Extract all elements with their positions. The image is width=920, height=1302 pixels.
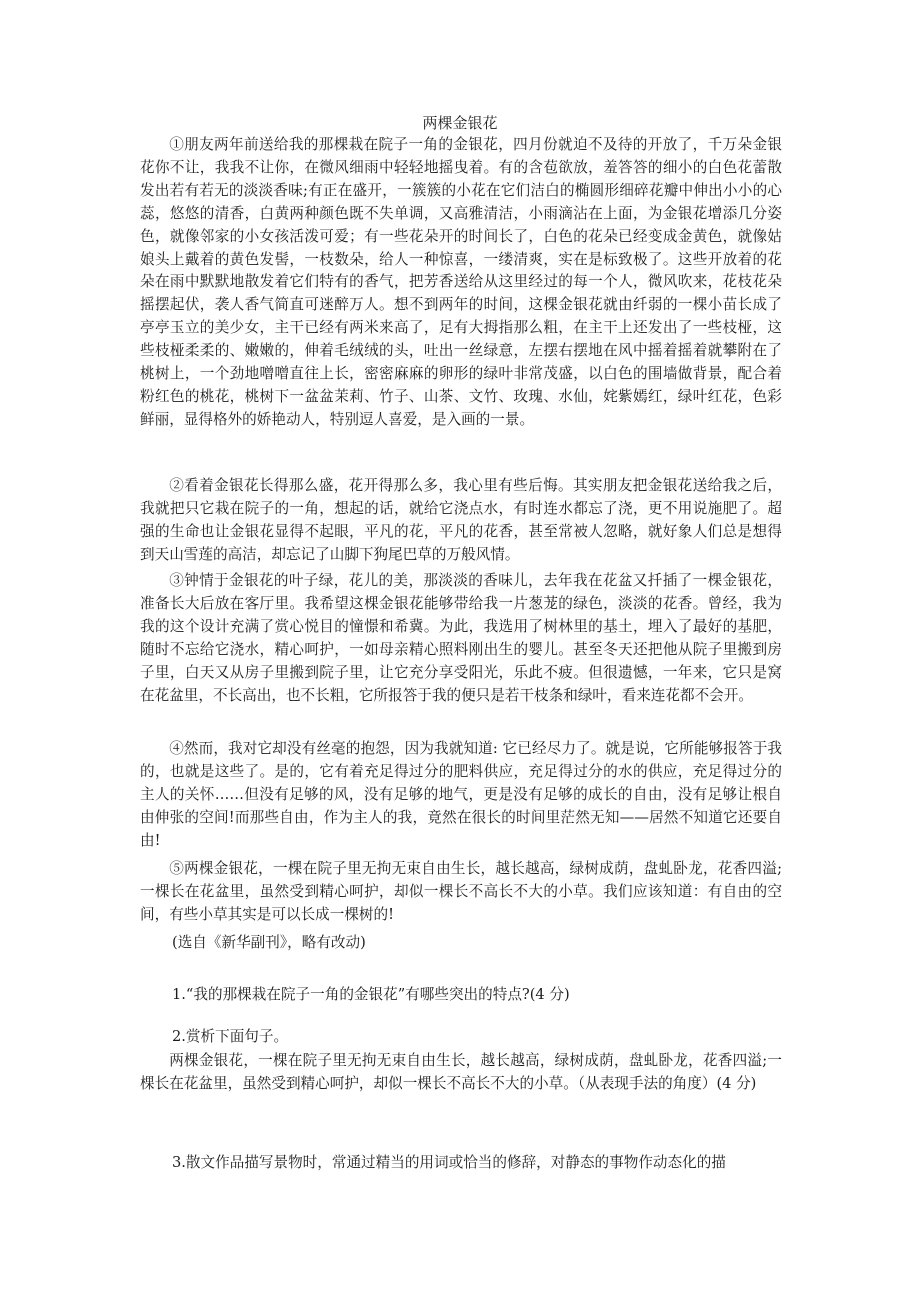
question-3: 3.散文作品描写景物时，常通过精当的用词或恰当的修辞，对静态的事物作动态化的描 [172, 1154, 726, 1171]
paragraph-5: ⑤两棵金银花，一棵在院子里无拘无束自由生长，越长越高，绿树成荫，盘虬卧龙，花香四溢;一棵长在花盆里，虽然受到精心呵护，却似一棵长不高长不大的小草。我们应该知道：有自由的空间，有些小草其实是可以长成一棵树的! [140, 860, 782, 923]
paragraph-1: ①朋友两年前送给我的那棵栽在院子一角的金银花，四月份就迫不及待的开放了，千万朵金银花你不让，我我不让你，在微风细雨中轻轻地摇曳着。有的含苞欲放，羞答答的细小的白色花蕾散发出若有若无的淡淡香味;有正在盛开，一簇簇的小花在它们洁白的椭圆形细碎花瓣中伸出小小的心蕊，悠悠的清香，白黄两种颜色既不失单调，又高雅清洁，小雨滴沾在上面，为金银花增添几分姿色，就像邻家的小女孩活泼可爱；有一些花朵开的时间长了，白色的花朵已经变成金黄色，就像姑娘头上戴着的黄色发髻，一枝数朵，给人一种惊喜，一缕清爽，实在是标致极了。这些开放着的花朵在雨中默默地散发着它们特有的香气，把芳香送给从这里经过的每一个人，微风吹来，花枝花朵摇摆起伏，袭人香气简直可迷醉万人。想不到两年的时间，这棵金银花就由纤弱的一棵小苗长成了亭亭玉立的美少女，主干已经有两米来高了，足有大拇指那么粗，在主干上还发出了一些枝桠，这些枝桠柔柔的、嫩嫩的，伸着毛绒绒的头，吐出一丝绿意，左摆右摆地在风中摇着摇着就攀附在了桃树上，一个劲地噌噌直往上长，密密麻麻的卵形的绿叶非常茂盛，以白色的围墙做背景，配合着粉红色的桃花，桃树下一盆盆茉莉、竹子、山茶、文竹、玫瑰、水仙，姹紫嫣红，绿叶红花，色彩鲜丽，显得格外的娇艳动人，特别逗人喜爱，是入画的一景。 [140, 136, 782, 428]
source-note: (选自《新华副刊》，略有改动) [172, 934, 366, 951]
question-1: 1.“我的那棵栽在院子一角的金银花”有哪些突出的特点?(4 分) [172, 986, 570, 1003]
page-title: 两棵金银花 [422, 114, 498, 132]
question-2-label: 2.赏析下面句子。 [172, 1028, 289, 1045]
paragraph-3: ③钟情于金银花的叶子绿，花儿的美，那淡淡的香味儿，去年我在花盆又扦插了一棵金银花，准备长大后放在客厅里。我希望这棵金银花能够带给我一片葱茏的绿色，淡淡的花香。曾经，我为我的这个设计充满了赏心悦目的憧憬和希冀。为此，我选用了树林里的基土，埋入了最好的基肥，随时不忘给它浇水，精心呵护，一如母亲精心照料刚出生的婴儿。甚至冬天还把他从院子里搬到房子里，白天又从房子里搬到院子里，让它充分享受阳光，乐此不疲。但很遗憾，一年来，它只是窝在花盆里，不长高出，也不长粗，它所报答于我的便只是若干枝条和绿叶，看来连花都不会开。 [140, 572, 782, 704]
question-2-text: 两棵金银花，一棵在院子里无拘无束自由生长，越长越高，绿树成荫，盘虬卧龙，花香四溢;一棵长在花盆里，虽然受到精心呵护，却似一棵长不高长不大的小草。（从表现手法的角度）(4 分) [140, 1052, 782, 1092]
paragraph-2: ②看着金银花长得那么盛，花开得那么多，我心里有些后悔。其实朋友把金银花送给我之后，我就把只它栽在院子的一角，想起的话，就给它浇点水，有时连水都忘了浇，更不用说施肥了。超强的生命也让金银花显得不起眼，平凡的花，平凡的花香，甚至常被人忽略，就好象人们总是想得到天山雪莲的高洁，却忘记了山脚下狗尾巴草的万般风情。 [140, 477, 782, 563]
paragraph-4: ④然而，我对它却没有丝毫的抱怨，因为我就知道: 它已经尽力了。就是说，它所能够报答于我的，也就是这些了。是的，它有着充足得过分的肥料供应，充足得过分的水的供应，充足得过分的主人的关怀……但没有足够的风，没有足够的地气，更是没有足够的成长的自由，没有足够让根自由伸张的空间!而那些自由，作为主人的我，竟然在很长的时间里茫然无知——居然不知道它还要自由! [140, 740, 782, 849]
